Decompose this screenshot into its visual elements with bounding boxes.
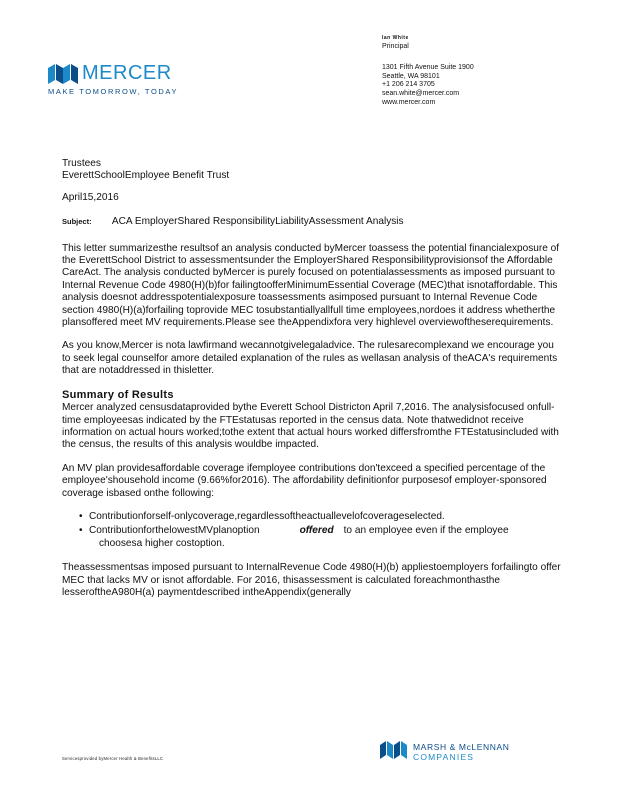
brand-tagline: MAKE TOMORROW, TODAY [48,87,179,96]
bullet2-emphasis: offered [299,525,334,537]
bullet-item-lowest-plan [89,525,562,550]
bullet-item-self-only: • Contributionforself-onlycoverage,regardlessoftheactuallevelofcoverageselected. [89,511,562,523]
paragraph-census: Mercer analyzed censusdataprovided bythe Everett School Districton April 7,2016. The analysisfocused onfull-time employeesas indicated by the FTEstatusas reported in the census data. Note thatwedidnot receive information on actual hours worked;tothe extent that actual hours worked differsfromthe FTEstatusincluded with the census, the results of this analysis wouldbe impacted. [62,402,559,451]
sender-address-line2: Seattle, WA 98101 [382,72,440,80]
marsh-mclennan-line1: MARSH & McLENNAN [413,742,510,752]
sender-website: www.mercer.com [382,98,436,106]
section-title-summary: Summary of Results [62,388,174,401]
subject-line [62,216,562,228]
sender-name: Ian White [382,35,409,41]
subject-label: Subject: [62,217,92,227]
bullet2-pre: • ContributionforthelowestMVplanoption [89,525,260,537]
recipient-line2: EverettSchoolEmployee Benefit Trust [62,170,230,182]
sender-title: Principal [382,42,409,50]
mercer-logo-icon [48,64,78,84]
paragraph-assessments: Theassessmentsas imposed pursuant to InternalRevenue Code 4980(H)(b) appliestoemployers forfailingto offer MEC that lacks MV or isnot affordable. For 2016, thisassessment is calculated foreachmonthasthe lesseroftheA980H(a) paymentdescribed intheAppendix(generally [62,562,561,598]
sender-address-line1: 1301 Fifth Avenue Suite 1900 [382,64,474,72]
bullet2-continuation: choosesa higher costoption. [99,537,225,549]
paragraph-intro: This letter summarizesthe resultsof an analysis conducted byMercer toassess the potential financialexposure of the EverettSchool District to assessmentsunder the EmployerShared Responsibilityprovisionsof the Affordable CareAct. The analysis conducted byMercer is purely focused on potentialassessments as imposed pursuant to Internal Revenue Code 4980(H)(b)for failingtoofferMinimumEssential Coverage (MEC)that isnotaffordable. This analysis doesnot addresspotentialexposure toassessments asimposed pursuant to Internal Revenue Code section 4980(H)(a)forfailing toprovide MEC tosubstantiallyallfull time employees,nordoes it address whetherthe plansoffered meet MV requirements.Please see theAppendixfora very highlevel overviewoftheserequirements. [62,242,560,329]
sender-email: sean.white@mercer.com [382,89,460,97]
recipient-block [62,158,562,183]
letter-date: April15,2016 [62,191,119,203]
marsh-mclennan-line2: COMPANIES [413,752,475,762]
recipient-line1: Trustees [62,158,101,169]
marsh-mclennan-logo-icon [380,741,408,759]
affordability-bullets [62,511,562,550]
sender-phone: +1 206 214 3705 [382,81,435,89]
brand-name: MERCER [82,62,172,84]
paragraph-affordability: An MV plan providesaffordable coverage ifemployee contributions don'texceed a specified percentage of the employee'shousehold income (9.66%for2016). The affordability definitionfor purposesof employer-sponsored coverage isbased onthe following: [62,462,547,499]
footer-services-text: Servicesprovided byMercer Health & BenefitsLLC [62,756,164,761]
bullet2-post: to an employee even if the employee [343,525,509,537]
sender-block [382,34,474,107]
letter-body [62,158,562,610]
subject-text: ACA EmployerShared ResponsibilityLiabilityAssessment Analysis [111,216,404,228]
paragraph-disclaimer: As you know,Mercer is nota lawfirmand wecannotgivelegaladvice. The rulesarecomplexand we encourage you to seek legal counselfor amore detailed explanation of the rules as wellasan analysis of theACA's requirements that are notaddressed in thisletter. [62,340,558,377]
